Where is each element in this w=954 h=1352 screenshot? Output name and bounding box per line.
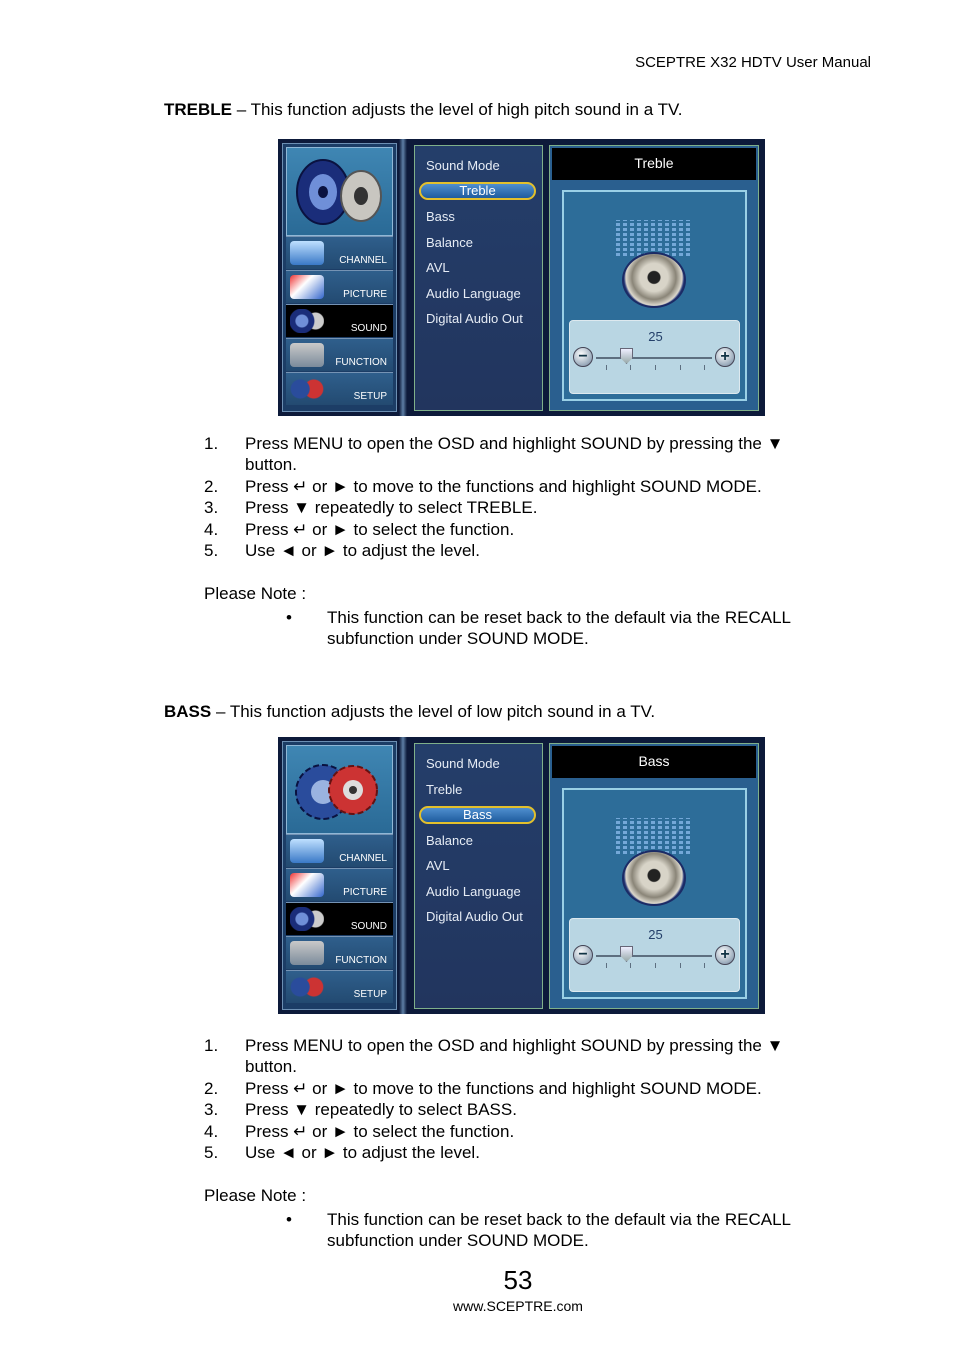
- toolbox-icon: [290, 941, 324, 965]
- slider-tick: [606, 365, 607, 370]
- page-number: 53: [503, 1265, 533, 1295]
- equalizer-icon: [616, 220, 690, 256]
- level-slider[interactable]: [569, 320, 740, 394]
- term: BASS: [164, 702, 212, 721]
- plus-icon[interactable]: +: [715, 347, 735, 367]
- bass-intro: [164, 702, 655, 722]
- divider: [399, 737, 407, 1014]
- step: [204, 1078, 834, 1099]
- category-label: SOUND: [350, 323, 387, 334]
- step-text: Use ◄ or ► to adjust the level.: [245, 1143, 480, 1163]
- category-picture[interactable]: [286, 868, 393, 901]
- menu-item-digital-audio-out[interactable]: Digital Audio Out: [426, 311, 523, 326]
- level-slider[interactable]: [569, 918, 740, 992]
- slider-tick: [680, 963, 681, 968]
- category-panel: [282, 741, 397, 1010]
- category-label: FUNCTION: [335, 955, 387, 966]
- gear-icon: [290, 377, 324, 401]
- running-header: SCEPTRE X32 HDTV User Manual: [635, 54, 871, 71]
- step-number: 2.: [204, 476, 219, 496]
- step-text: Press ▼ repeatedly to select BASS.: [245, 1100, 517, 1120]
- step: [204, 540, 834, 561]
- note-text: This function can be reset back to the default via the RECALL subfunction under SOUND MODE.: [327, 608, 791, 649]
- slider-tick: [606, 963, 607, 968]
- category-setup[interactable]: [286, 372, 393, 405]
- footer-url: www.SCEPTRE.com: [453, 1298, 583, 1314]
- step: [204, 433, 834, 476]
- step-text: Use ◄ or ► to adjust the level.: [245, 541, 480, 561]
- tv-icon: [290, 241, 324, 265]
- speaker-icon: [622, 252, 686, 308]
- step-number: 5.: [204, 1143, 219, 1163]
- step-text: Press MENU to open the OSD and highlight SOUND by pressing the ▼ button.: [245, 1036, 784, 1077]
- category-channel[interactable]: [286, 236, 393, 269]
- category-channel[interactable]: [286, 834, 393, 867]
- function-menu: [414, 145, 543, 411]
- step: [204, 519, 834, 540]
- category-picture[interactable]: [286, 270, 393, 303]
- gear-icon: [290, 975, 324, 999]
- step-text: Press MENU to open the OSD and highlight SOUND by pressing the ▼ button.: [245, 434, 784, 475]
- note-label: Please Note :: [204, 584, 307, 603]
- level-value: 25: [648, 329, 663, 344]
- panel-title: Treble: [552, 148, 756, 180]
- slider-tick: [704, 365, 705, 370]
- palette-icon: [290, 275, 324, 299]
- slider-knob[interactable]: [620, 348, 633, 364]
- menu-item-treble-selected[interactable]: Treble: [419, 182, 536, 200]
- panel-title: Bass: [552, 746, 756, 778]
- category-function[interactable]: [286, 936, 393, 969]
- slider-track: [596, 955, 712, 957]
- treble-steps: [204, 433, 834, 561]
- step: [204, 1099, 834, 1120]
- adjust-panel: [549, 743, 759, 1009]
- note-text: This function can be reset back to the default via the RECALL subfunction under SOUND MODE.: [327, 1210, 791, 1251]
- menu-item-audio-language[interactable]: Audio Language: [426, 884, 521, 899]
- description: – This function adjusts the level of high pitch sound in a TV.: [232, 100, 683, 119]
- category-label: PICTURE: [343, 887, 387, 898]
- treble-intro: [164, 100, 682, 120]
- plus-icon[interactable]: +: [715, 945, 735, 965]
- function-menu: [414, 743, 543, 1009]
- toolbox-icon: [290, 343, 324, 367]
- level-panel: [562, 788, 747, 999]
- category-function[interactable]: [286, 338, 393, 371]
- step-number: 2.: [204, 1078, 219, 1098]
- category-label: FUNCTION: [335, 357, 387, 368]
- speaker-icon: [290, 309, 324, 333]
- bass-osd-screenshot: [278, 737, 765, 1014]
- bullet: •: [286, 1210, 292, 1229]
- step-number: 1.: [204, 1036, 219, 1055]
- category-label: SOUND: [350, 921, 387, 932]
- step-number: 3.: [204, 498, 219, 518]
- menu-item-balance[interactable]: Balance: [426, 235, 473, 250]
- sound-speaker-icon: [286, 147, 393, 236]
- level-panel: [562, 190, 747, 401]
- slider-tick: [630, 365, 631, 370]
- minus-icon[interactable]: −: [573, 347, 593, 367]
- description: – This function adjusts the level of low pitch sound in a TV.: [211, 702, 656, 721]
- category-setup[interactable]: [286, 970, 393, 1003]
- speaker-icon: [290, 907, 324, 931]
- menu-item-audio-language[interactable]: Audio Language: [426, 286, 521, 301]
- level-value: 25: [648, 927, 663, 942]
- step-number: 1.: [204, 434, 219, 453]
- speaker-icon: [622, 850, 686, 906]
- category-panel: [282, 143, 397, 412]
- category-sound[interactable]: [286, 304, 393, 337]
- slider-tick: [655, 365, 656, 370]
- term: TREBLE: [164, 100, 232, 119]
- menu-item-treble[interactable]: Treble: [426, 782, 463, 797]
- category-sound[interactable]: [286, 902, 393, 935]
- slider-tick: [680, 365, 681, 370]
- category-label: CHANNEL: [339, 853, 387, 864]
- bass-steps: [204, 1035, 834, 1163]
- menu-item-avl[interactable]: AVL: [426, 260, 450, 275]
- step-text: Press ▼ repeatedly to select TREBLE.: [245, 498, 538, 518]
- category-label: PICTURE: [343, 289, 387, 300]
- slider-track: [596, 357, 712, 359]
- palette-icon: [290, 873, 324, 897]
- category-label: SETUP: [353, 391, 387, 402]
- step-text: Press ↵ or ► to move to the functions and highlight SOUND MODE.: [245, 1078, 762, 1098]
- adjust-panel: [549, 145, 759, 411]
- slider-tick: [655, 963, 656, 968]
- step: [204, 1035, 834, 1078]
- menu-item-bass-selected[interactable]: Bass: [419, 806, 536, 824]
- menu-item-digital-audio-out[interactable]: Digital Audio Out: [426, 909, 523, 924]
- slider-tick: [704, 963, 705, 968]
- step-text: Press ↵ or ► to select the function.: [245, 519, 515, 539]
- step-text: Press ↵ or ► to select the function.: [245, 1121, 515, 1141]
- step: [204, 1142, 834, 1163]
- step-number: 4.: [204, 1121, 219, 1141]
- slider-knob[interactable]: [620, 946, 633, 962]
- equalizer-icon: [616, 818, 690, 854]
- minus-icon[interactable]: −: [573, 945, 593, 965]
- setup-gear-icon: [286, 745, 393, 834]
- step-number: 3.: [204, 1100, 219, 1120]
- step: [204, 1121, 834, 1142]
- menu-item-balance[interactable]: Balance: [426, 833, 473, 848]
- menu-item-sound-mode[interactable]: Sound Mode: [426, 756, 500, 771]
- treble-osd-screenshot: [278, 139, 765, 416]
- slider-tick: [630, 963, 631, 968]
- step: [204, 497, 834, 518]
- menu-item-sound-mode[interactable]: Sound Mode: [426, 158, 500, 173]
- step-number: 5.: [204, 541, 219, 561]
- menu-item-avl[interactable]: AVL: [426, 858, 450, 873]
- divider: [399, 139, 407, 416]
- category-label: CHANNEL: [339, 255, 387, 266]
- note-label: Please Note :: [204, 1186, 307, 1205]
- menu-item-bass[interactable]: Bass: [426, 209, 455, 224]
- step: [204, 476, 834, 497]
- step-number: 4.: [204, 519, 219, 539]
- step-text: Press ↵ or ► to move to the functions and highlight SOUND MODE.: [245, 476, 762, 496]
- tv-icon: [290, 839, 324, 863]
- category-label: SETUP: [353, 989, 387, 1000]
- bullet: •: [286, 608, 292, 627]
